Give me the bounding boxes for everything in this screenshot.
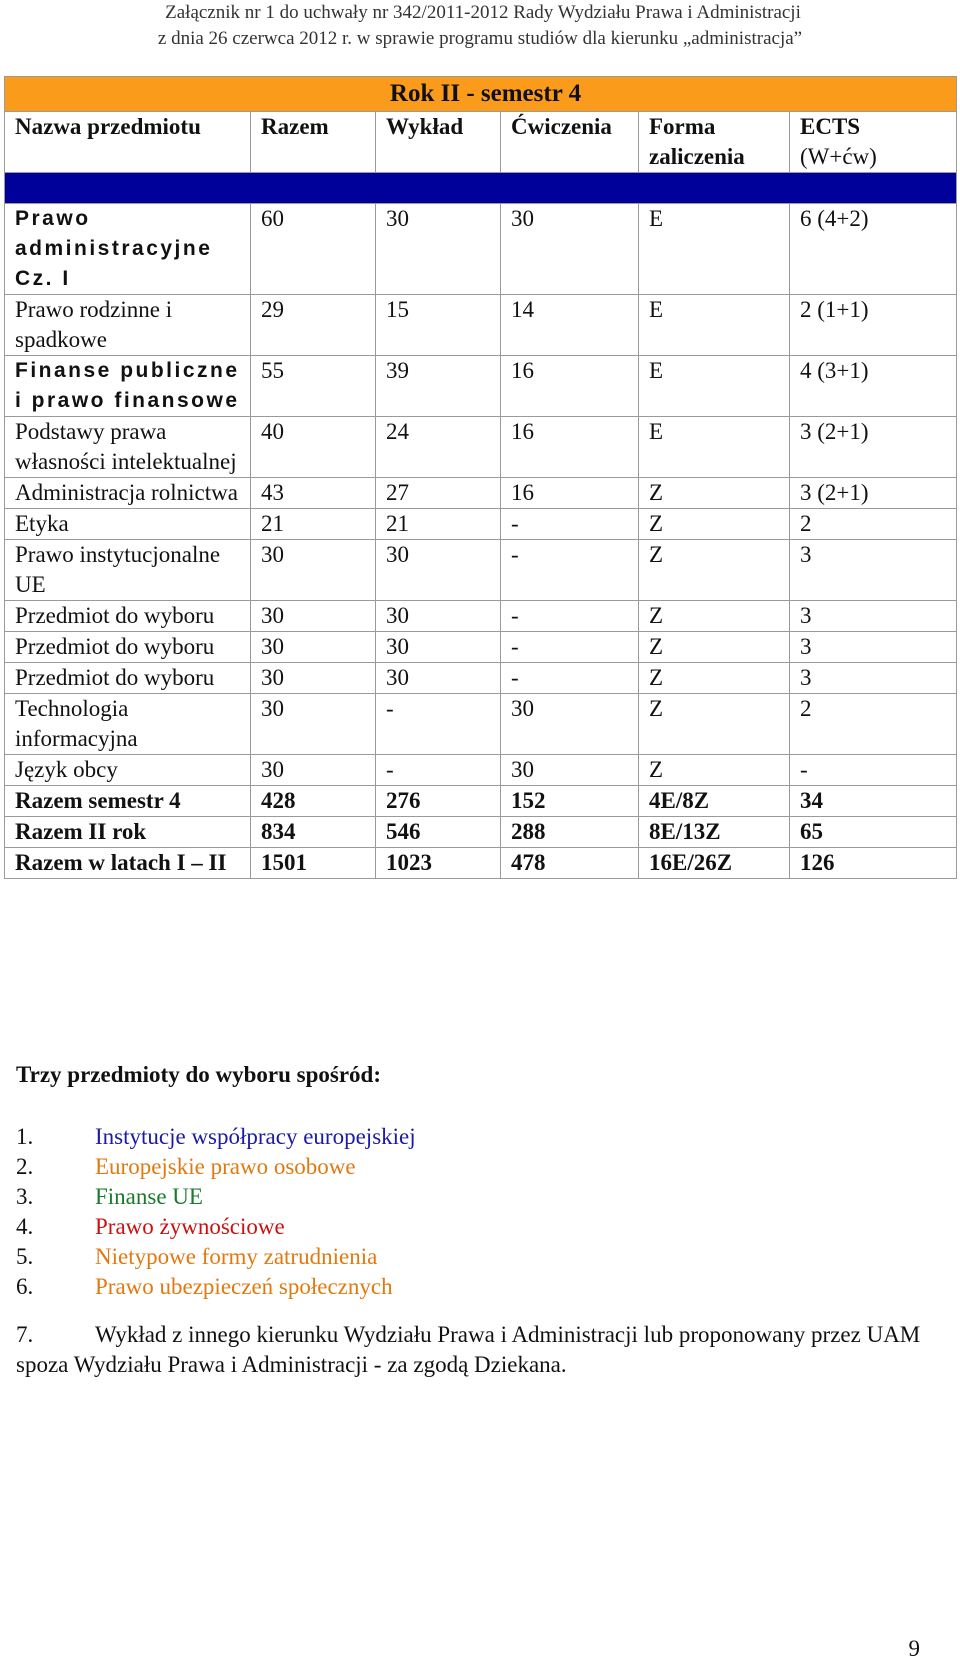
list-item-number: 4. bbox=[16, 1214, 34, 1239]
col-header-ects-line2: (W+ćw) bbox=[800, 144, 877, 169]
totals-hours: 1501 bbox=[251, 848, 376, 879]
list-item-text: Finanse UE bbox=[95, 1184, 203, 1209]
hours-total: 43 bbox=[251, 478, 376, 509]
table-row bbox=[5, 356, 957, 417]
hours-exercises: 16 bbox=[501, 417, 639, 478]
ects-points: 3 (2+1) bbox=[790, 417, 957, 478]
hours-total: 30 bbox=[251, 540, 376, 601]
ects-points: 2 bbox=[790, 509, 957, 540]
list-item bbox=[16, 1272, 416, 1302]
assessment-form: Z bbox=[639, 694, 790, 755]
hours-exercises: 30 bbox=[501, 755, 639, 786]
header-line-1: Załącznik nr 1 do uchwały nr 342/2011-2012 Rady Wydziału Prawa i Administracji bbox=[165, 2, 801, 23]
totals-row bbox=[5, 848, 957, 879]
col-header-total: Razem bbox=[251, 112, 376, 173]
table-row bbox=[5, 478, 957, 509]
totals-form: 8E/13Z bbox=[639, 817, 790, 848]
hours-exercises: 30 bbox=[501, 694, 639, 755]
subject-name: Prawo instytucjonalne UE bbox=[5, 540, 251, 601]
col-header-exercises: Ćwiczenia bbox=[501, 112, 639, 173]
totals-label: Razem w latach I – II bbox=[5, 848, 251, 879]
hours-lecture: - bbox=[376, 755, 501, 786]
list-item-number: 6. bbox=[16, 1274, 34, 1299]
totals-label: Razem II rok bbox=[5, 817, 251, 848]
assessment-form: E bbox=[639, 295, 790, 356]
assessment-form: E bbox=[639, 204, 790, 295]
ects-points: 3 bbox=[790, 540, 957, 601]
totals-form: 16E/26Z bbox=[639, 848, 790, 879]
subject-name: Język obcy bbox=[5, 755, 251, 786]
subject-name: Etyka bbox=[5, 509, 251, 540]
totals-row bbox=[5, 786, 957, 817]
subject-name: Podstawy prawa własności intelektualnej bbox=[5, 417, 251, 478]
subject-name: Prawo administracyjne Cz. I bbox=[5, 204, 251, 295]
hours-lecture: 21 bbox=[376, 509, 501, 540]
list-item-number: 1. bbox=[16, 1124, 34, 1149]
list-item-number: 5. bbox=[16, 1244, 34, 1269]
hours-total: 30 bbox=[251, 755, 376, 786]
choices-extra-item bbox=[16, 1320, 936, 1380]
totals-row bbox=[5, 817, 957, 848]
hours-exercises: - bbox=[501, 663, 639, 694]
hours-exercises: - bbox=[501, 632, 639, 663]
ects-points: 3 bbox=[790, 663, 957, 694]
table-row bbox=[5, 295, 957, 356]
document-header bbox=[0, 0, 960, 52]
semester-title: Rok II - semestr 4 bbox=[5, 77, 957, 112]
header-line-2: z dnia 26 czerwca 2012 r. w sprawie programu studiów dla kierunku „administracja” bbox=[157, 28, 803, 49]
blue-separator-bar bbox=[5, 173, 957, 204]
hours-exercises: 14 bbox=[501, 295, 639, 356]
hours-total: 30 bbox=[251, 694, 376, 755]
hours-total: 55 bbox=[251, 356, 376, 417]
hours-total: 30 bbox=[251, 632, 376, 663]
table-row bbox=[5, 632, 957, 663]
assessment-form: Z bbox=[639, 601, 790, 632]
separator-row bbox=[5, 173, 957, 204]
table-row bbox=[5, 540, 957, 601]
subject-name: Technologia informacyjna bbox=[5, 694, 251, 755]
hours-lecture: 15 bbox=[376, 295, 501, 356]
hours-total: 30 bbox=[251, 663, 376, 694]
col-header-ects bbox=[790, 112, 957, 173]
table-row bbox=[5, 509, 957, 540]
totals-exercises: 478 bbox=[501, 848, 639, 879]
totals-form: 4E/8Z bbox=[639, 786, 790, 817]
ects-points: 3 bbox=[790, 601, 957, 632]
totals-ects: 34 bbox=[790, 786, 957, 817]
table-row bbox=[5, 417, 957, 478]
totals-ects: 65 bbox=[790, 817, 957, 848]
list-item-text: Prawo ubezpieczeń społecznych bbox=[95, 1274, 393, 1299]
subject-name: Przedmiot do wyboru bbox=[5, 601, 251, 632]
ects-points: 3 (2+1) bbox=[790, 478, 957, 509]
table-row bbox=[5, 204, 957, 295]
list-item bbox=[16, 1212, 416, 1242]
list-item-text: Nietypowe formy zatrudnienia bbox=[95, 1244, 378, 1269]
hours-exercises: 30 bbox=[501, 204, 639, 295]
col-header-form-line2: zaliczenia bbox=[649, 144, 745, 169]
list-item bbox=[16, 1242, 416, 1272]
list-item-text: Instytucje współpracy europejskiej bbox=[95, 1124, 416, 1149]
totals-lecture: 276 bbox=[376, 786, 501, 817]
totals-exercises: 288 bbox=[501, 817, 639, 848]
ects-points: 3 bbox=[790, 632, 957, 663]
assessment-form: Z bbox=[639, 478, 790, 509]
totals-label: Razem semestr 4 bbox=[5, 786, 251, 817]
hours-total: 40 bbox=[251, 417, 376, 478]
totals-ects: 126 bbox=[790, 848, 957, 879]
totals-hours: 428 bbox=[251, 786, 376, 817]
assessment-form: Z bbox=[639, 509, 790, 540]
totals-exercises: 152 bbox=[501, 786, 639, 817]
hours-total: 29 bbox=[251, 295, 376, 356]
assessment-form: E bbox=[639, 356, 790, 417]
table-row bbox=[5, 755, 957, 786]
assessment-form: Z bbox=[639, 755, 790, 786]
hours-exercises: 16 bbox=[501, 478, 639, 509]
hours-lecture: 30 bbox=[376, 663, 501, 694]
hours-lecture: - bbox=[376, 694, 501, 755]
table-row bbox=[5, 601, 957, 632]
list-item bbox=[16, 1122, 416, 1152]
col-header-form-line1: Forma bbox=[649, 114, 716, 139]
subject-name: Administracja rolnictwa bbox=[5, 478, 251, 509]
ects-points: 2 (1+1) bbox=[790, 295, 957, 356]
assessment-form: E bbox=[639, 417, 790, 478]
subject-name: Przedmiot do wyboru bbox=[5, 663, 251, 694]
hours-exercises: - bbox=[501, 601, 639, 632]
hours-lecture: 39 bbox=[376, 356, 501, 417]
choices-extra-number: 7. bbox=[16, 1322, 34, 1347]
totals-lecture: 546 bbox=[376, 817, 501, 848]
col-header-lecture: Wykład bbox=[376, 112, 501, 173]
hours-exercises: - bbox=[501, 540, 639, 601]
column-header-row bbox=[5, 112, 957, 173]
hours-total: 60 bbox=[251, 204, 376, 295]
choices-extra-text: Wykład z innego kierunku Wydziału Prawa i Administracji lub proponowany przez UAM spoza Wydziału Prawa i Administracji - za zgodą Dziekana. bbox=[16, 1322, 921, 1377]
subject-name: Przedmiot do wyboru bbox=[5, 632, 251, 663]
list-item-number: 2. bbox=[16, 1154, 34, 1179]
hours-total: 21 bbox=[251, 509, 376, 540]
hours-exercises: - bbox=[501, 509, 639, 540]
table-row bbox=[5, 694, 957, 755]
list-item-text: Prawo żywnościowe bbox=[95, 1214, 285, 1239]
hours-lecture: 30 bbox=[376, 632, 501, 663]
hours-lecture: 27 bbox=[376, 478, 501, 509]
assessment-form: Z bbox=[639, 663, 790, 694]
list-item bbox=[16, 1182, 416, 1212]
col-header-name: Nazwa przedmiotu bbox=[5, 112, 251, 173]
totals-lecture: 1023 bbox=[376, 848, 501, 879]
col-header-form bbox=[639, 112, 790, 173]
choices-list bbox=[16, 1122, 416, 1302]
ects-points: 2 bbox=[790, 694, 957, 755]
curriculum-table bbox=[4, 76, 957, 879]
ects-points: 4 (3+1) bbox=[790, 356, 957, 417]
hours-lecture: 30 bbox=[376, 601, 501, 632]
list-item-number: 3. bbox=[16, 1184, 34, 1209]
hours-lecture: 24 bbox=[376, 417, 501, 478]
ects-points: 6 (4+2) bbox=[790, 204, 957, 295]
subject-name: Prawo rodzinne i spadkowe bbox=[5, 295, 251, 356]
hours-lecture: 30 bbox=[376, 204, 501, 295]
hours-exercises: 16 bbox=[501, 356, 639, 417]
hours-lecture: 30 bbox=[376, 540, 501, 601]
ects-points: - bbox=[790, 755, 957, 786]
hours-total: 30 bbox=[251, 601, 376, 632]
page-number: 9 bbox=[908, 1636, 920, 1661]
subject-name: Finanse publiczne i prawo finansowe bbox=[5, 356, 251, 417]
assessment-form: Z bbox=[639, 632, 790, 663]
list-item bbox=[16, 1152, 416, 1182]
totals-hours: 834 bbox=[251, 817, 376, 848]
list-item-text: Europejskie prawo osobowe bbox=[95, 1154, 356, 1179]
col-header-ects-line1: ECTS bbox=[800, 114, 861, 139]
assessment-form: Z bbox=[639, 540, 790, 601]
table-row bbox=[5, 663, 957, 694]
choices-title: Trzy przedmioty do wyboru spośród: bbox=[16, 1062, 382, 1087]
